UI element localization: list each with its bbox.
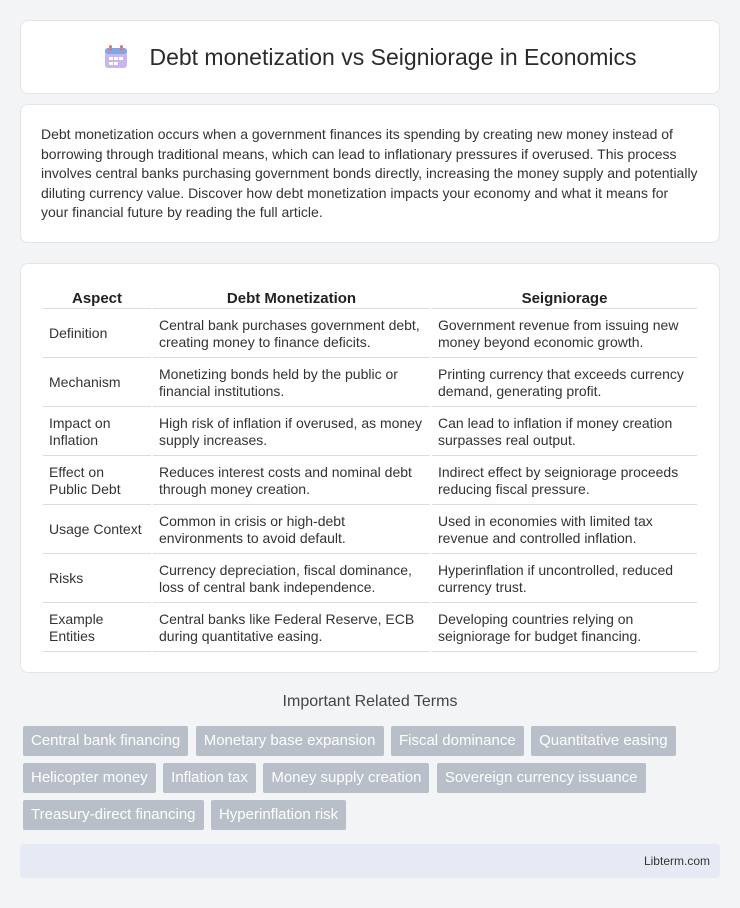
comparison-table [41, 284, 699, 654]
table-header-row [43, 286, 697, 309]
row-debt-monetization: High risk of inflation if overused, as money supply increases. [153, 409, 430, 456]
calendar-icon [103, 44, 129, 70]
footer [20, 844, 720, 878]
related-term-tag[interactable]: Hyperinflation risk [211, 800, 346, 830]
related-term-tag[interactable]: Central bank financing [23, 726, 188, 756]
row-aspect: Effect on Public Debt [43, 458, 151, 505]
comparison-card [20, 263, 720, 673]
row-aspect: Impact on Inflation [43, 409, 151, 456]
related-term-tag[interactable]: Sovereign currency issuance [437, 763, 646, 793]
row-seigniorage: Developing countries relying on seigniorage for budget financing. [432, 605, 697, 652]
row-seigniorage: Printing currency that exceeds currency demand, generating profit. [432, 360, 697, 407]
related-term-tag[interactable]: Money supply creation [263, 763, 429, 793]
header-card [20, 20, 720, 94]
row-aspect: Usage Context [43, 507, 151, 554]
row-seigniorage: Indirect effect by seigniorage proceeds reducing fiscal pressure. [432, 458, 697, 505]
related-terms-title: Important Related Terms [282, 693, 458, 710]
row-aspect: Mechanism [43, 360, 151, 407]
row-debt-monetization: Central banks like Federal Reserve, ECB during quantitative easing. [153, 605, 430, 652]
row-debt-monetization: Central bank purchases government debt, creating money to finance deficits. [153, 311, 430, 358]
row-aspect: Example Entities [43, 605, 151, 652]
intro-card [20, 104, 720, 243]
table-row [43, 311, 697, 358]
page-title: Debt monetization vs Seigniorage in Economics [149, 43, 637, 70]
row-debt-monetization: Common in crisis or high-debt environments to avoid default. [153, 507, 430, 554]
related-term-tag[interactable]: Monetary base expansion [196, 726, 384, 756]
header-aspect: Aspect [43, 286, 151, 309]
intro-text: Debt monetization occurs when a government finances its spending by creating new money instead of borrowing through traditional means, which can lead to inflationary pressures if overused. This process involves central banks purchasing government bonds directly, increasing the money supply and potentially diluting currency value. Discover how debt monetization impacts your economy and what it means for your financial future by reading the full article. [41, 126, 698, 221]
header-debt-monetization: Debt Monetization [153, 286, 430, 309]
table-row [43, 458, 697, 505]
row-aspect: Risks [43, 556, 151, 603]
header-seigniorage: Seigniorage [432, 286, 697, 309]
related-term-tag[interactable]: Helicopter money [23, 763, 156, 793]
table-row [43, 360, 697, 407]
related-term-tag[interactable]: Inflation tax [163, 763, 256, 793]
row-aspect: Definition [43, 311, 151, 358]
table-row [43, 556, 697, 603]
row-seigniorage: Government revenue from issuing new money beyond economic growth. [432, 311, 697, 358]
row-seigniorage: Used in economies with limited tax revenue and controlled inflation. [432, 507, 697, 554]
footer-site-link[interactable]: Libterm.com [643, 854, 710, 868]
row-seigniorage: Can lead to inflation if money creation surpasses real output. [432, 409, 697, 456]
row-debt-monetization: Monetizing bonds held by the public or financial institutions. [153, 360, 430, 407]
related-term-tag[interactable]: Treasury-direct financing [23, 800, 204, 830]
row-debt-monetization: Reduces interest costs and nominal debt through money creation. [153, 458, 430, 505]
table-row [43, 507, 697, 554]
related-terms-list [23, 726, 723, 837]
related-term-tag[interactable]: Fiscal dominance [391, 726, 524, 756]
table-row [43, 409, 697, 456]
row-seigniorage: Hyperinflation if uncontrolled, reduced currency trust. [432, 556, 697, 603]
table-row [43, 605, 697, 652]
related-term-tag[interactable]: Quantitative easing [531, 726, 675, 756]
row-debt-monetization: Currency depreciation, fiscal dominance, loss of central bank independence. [153, 556, 430, 603]
